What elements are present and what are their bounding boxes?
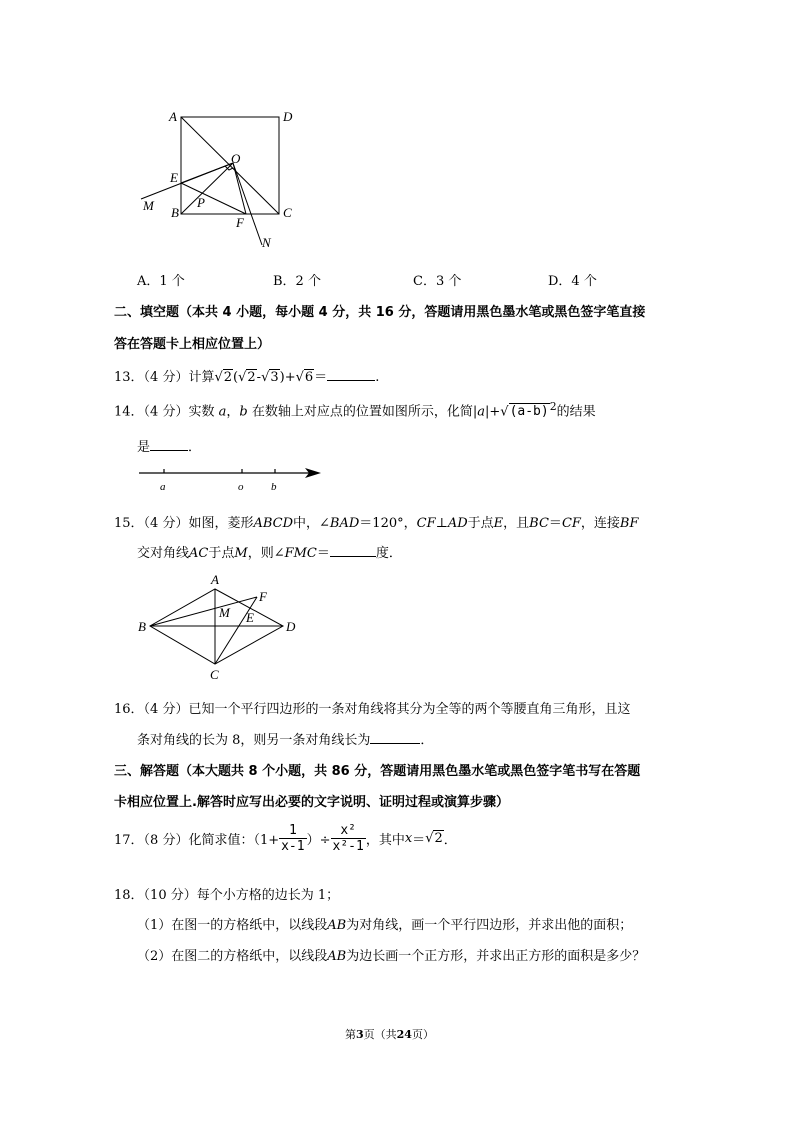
label-E: E xyxy=(170,170,178,185)
rhombus-label-B: B xyxy=(138,619,146,634)
section2-heading-line2: 答在答题卡上相应位置上） xyxy=(114,337,271,352)
label-A: A xyxy=(169,109,177,124)
question-13: 13．（4 分）计算√2(√2-√3)+√6＝ . xyxy=(114,370,380,385)
section3-heading-line2: 卡相应位置上.解答时应写出必要的文字说明、证明过程或演算步骤） xyxy=(114,795,509,810)
question-17: 17．（8 分）化简求值：（1+ $\frac{1}{x-1}$ ）÷ $\frac{\text{x²}}{\text{x²-1}}$ ，其中x＝√2． xyxy=(114,823,457,854)
question-18-part2: （2）在图二的方格纸中，以线段AB为边长画一个正方形，并求出正方形的面积是多少？ xyxy=(137,949,646,964)
question-16-line2: 条对角线的长为 8，则另一条对角线长为 ． xyxy=(137,733,434,748)
page-footer: 第3页（共24页） xyxy=(345,1028,434,1041)
question-15-line2: 交对角线AC于点M，则∠FMC＝ 度． xyxy=(137,546,402,561)
label-P: P xyxy=(197,195,205,210)
label-D: D xyxy=(283,109,293,124)
option-d: D．4 个 xyxy=(548,274,597,289)
section3-heading-line1: 三、解答题（本大题共 8 个小题，共 86 分，答题请用黑色墨水笔或黑色签字笔书写在答题 xyxy=(114,764,641,779)
section2-heading-line1: 二、填空题（本共 4 小题，每小题 4 分，共 16 分，答题请用黑色墨水笔或黑色签字笔直接 xyxy=(114,305,646,320)
axis-label-b: b xyxy=(271,481,277,492)
label-F: F xyxy=(236,215,244,230)
question-16-line1: 16．（4 分）已知一个平行四边形的一条对角线将其分为全等的两个等腰直角三角形，且这 xyxy=(114,702,631,717)
question-14-line1: 14．（4 分）实数 a，b 在数轴上对应点的位置如图所示，化简$|a|+√(a-b)^2$的结果 xyxy=(114,400,596,420)
label-B: B xyxy=(171,205,179,220)
square-figure xyxy=(130,105,300,255)
label-C: C xyxy=(283,205,292,220)
question-15-line1: 15．（4 分）如图，菱形ABCD中，∠BAD＝120°，CF⊥AD于点E，且BC＝CF，连接BF xyxy=(114,516,639,531)
option-a: A．1 个 xyxy=(137,274,185,289)
rhombus-label-D: D xyxy=(286,619,296,634)
label-N: N xyxy=(262,235,271,250)
question-18-part1: （1）在图一的方格纸中，以线段AB为对角线，画一个平行四边形，并求出他的面积； xyxy=(137,918,633,933)
option-b: B．2 个 xyxy=(273,274,321,289)
rhombus-figure xyxy=(130,568,310,683)
question-14-line2: 是 ． xyxy=(137,440,202,455)
rhombus-label-C: C xyxy=(210,667,219,682)
number-line xyxy=(130,462,330,492)
rhombus-label-E: E xyxy=(246,610,254,625)
label-M: M xyxy=(143,198,154,213)
option-c: C．3 个 xyxy=(413,274,462,289)
question-18-line1: 18．（10 分）每个小方格的边长为 1； xyxy=(114,888,340,903)
label-O: O xyxy=(231,151,241,166)
rhombus-label-M: M xyxy=(219,605,230,620)
axis-label-o: o xyxy=(238,481,244,492)
axis-label-a: a xyxy=(160,481,166,492)
rhombus-label-F: F xyxy=(259,589,267,604)
rhombus-label-A: A xyxy=(211,572,219,587)
